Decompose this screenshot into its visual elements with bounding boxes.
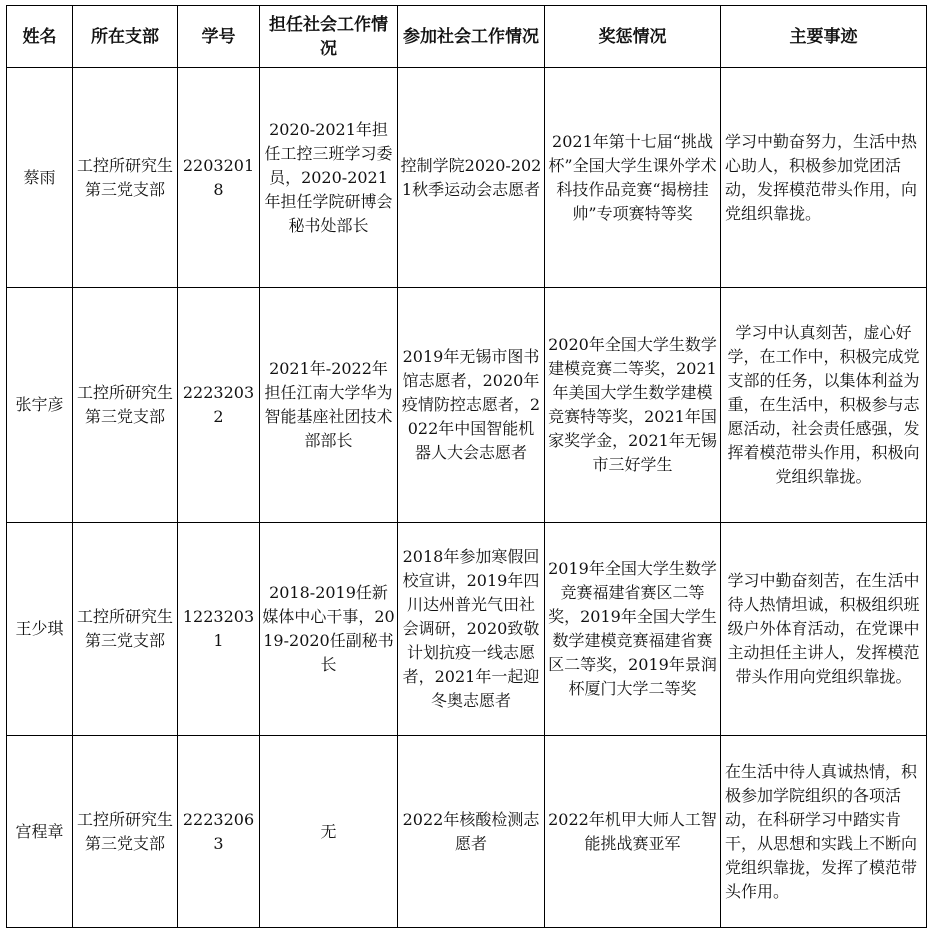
cell-deeds: 学习中勤奋努力，生活中热心助人，积极参加党团活动，发挥模范带头作用，向党组织靠拢。 <box>721 68 927 288</box>
cell-position: 2018-2019任新媒体中心干事，2019-2020任副秘书长 <box>260 523 398 736</box>
header-row <box>7 6 927 68</box>
cell-branch: 工控所研究生第三党支部 <box>73 523 178 736</box>
header-name: 姓名 <box>7 6 73 68</box>
cell-name: 张宇彦 <box>7 288 73 523</box>
cell-awards: 2020年全国大学生数学建模竞赛二等奖，2021年美国大学生数学建模竞赛特等奖，2021年国家奖学金，2021年无锡市三好学生 <box>545 288 721 523</box>
header-id: 学号 <box>178 6 260 68</box>
cell-deeds: 在生活中待人真诚热情，积极参加学院组织的各项活动，在科研学习中踏实肯干，从思想和实践上不断向党组织靠拢，发挥了模范带头作用。 <box>721 736 927 928</box>
header-deeds: 主要事迹 <box>721 6 927 68</box>
cell-branch: 工控所研究生第三党支部 <box>73 288 178 523</box>
cell-volunteer: 2022年核酸检测志愿者 <box>398 736 545 928</box>
table-row <box>7 68 927 288</box>
cell-branch: 工控所研究生第三党支部 <box>73 68 178 288</box>
table-row <box>7 523 927 736</box>
cell-volunteer: 2019年无锡市图书馆志愿者，2020年疫情防控志愿者，2022年中国智能机器人大会志愿者 <box>398 288 545 523</box>
header-branch: 所在支部 <box>73 6 178 68</box>
cell-awards: 2019年全国大学生数学竞赛福建省赛区二等奖，2019年全国大学生数学建模竞赛福建省赛区二等奖，2019年景润杯厦门大学二等奖 <box>545 523 721 736</box>
header-volunteer: 参加社会工作情况 <box>398 6 545 68</box>
cell-awards: 2021年第十七届“挑战杯”全国大学生课外学术科技作品竞赛“揭榜挂帅”专项赛特等奖 <box>545 68 721 288</box>
table-row <box>7 288 927 523</box>
cell-name: 王少琪 <box>7 523 73 736</box>
cell-id: 22232032 <box>178 288 260 523</box>
cell-id: 22232063 <box>178 736 260 928</box>
cell-branch: 工控所研究生第三党支部 <box>73 736 178 928</box>
cell-volunteer: 控制学院2020-2021秋季运动会志愿者 <box>398 68 545 288</box>
cell-id: 12232031 <box>178 523 260 736</box>
cell-position: 无 <box>260 736 398 928</box>
header-position: 担任社会工作情况 <box>260 6 398 68</box>
table-row <box>7 736 927 928</box>
cell-awards: 2022年机甲大师人工智能挑战赛亚军 <box>545 736 721 928</box>
cell-volunteer: 2018年参加寒假回校宣讲，2019年四川达州普光气田社会调研，2020致敬计划抗疫一线志愿者，2021年一起迎冬奥志愿者 <box>398 523 545 736</box>
cell-position: 2020-2021年担任工控三班学习委员，2020-2021年担任学院研博会秘书处部长 <box>260 68 398 288</box>
cell-name: 宫程章 <box>7 736 73 928</box>
cell-name: 蔡雨 <box>7 68 73 288</box>
candidate-table <box>6 5 927 928</box>
cell-deeds: 学习中勤奋刻苦，在生活中待人热情坦诚，积极组织班级户外体育活动，在党课中主动担任主讲人，发挥模范带头作用向党组织靠拢。 <box>721 523 927 736</box>
cell-position: 2021年-2022年担任江南大学华为智能基座社团技术部部长 <box>260 288 398 523</box>
cell-id: 22032018 <box>178 68 260 288</box>
header-awards: 奖惩情况 <box>545 6 721 68</box>
cell-deeds: 学习中认真刻苦，虚心好学，在工作中，积极完成党支部的任务，以集体利益为重，在生活中，积极参与志愿活动，社会责任感强，发挥着模范带头作用，积极向党组织靠拢。 <box>721 288 927 523</box>
